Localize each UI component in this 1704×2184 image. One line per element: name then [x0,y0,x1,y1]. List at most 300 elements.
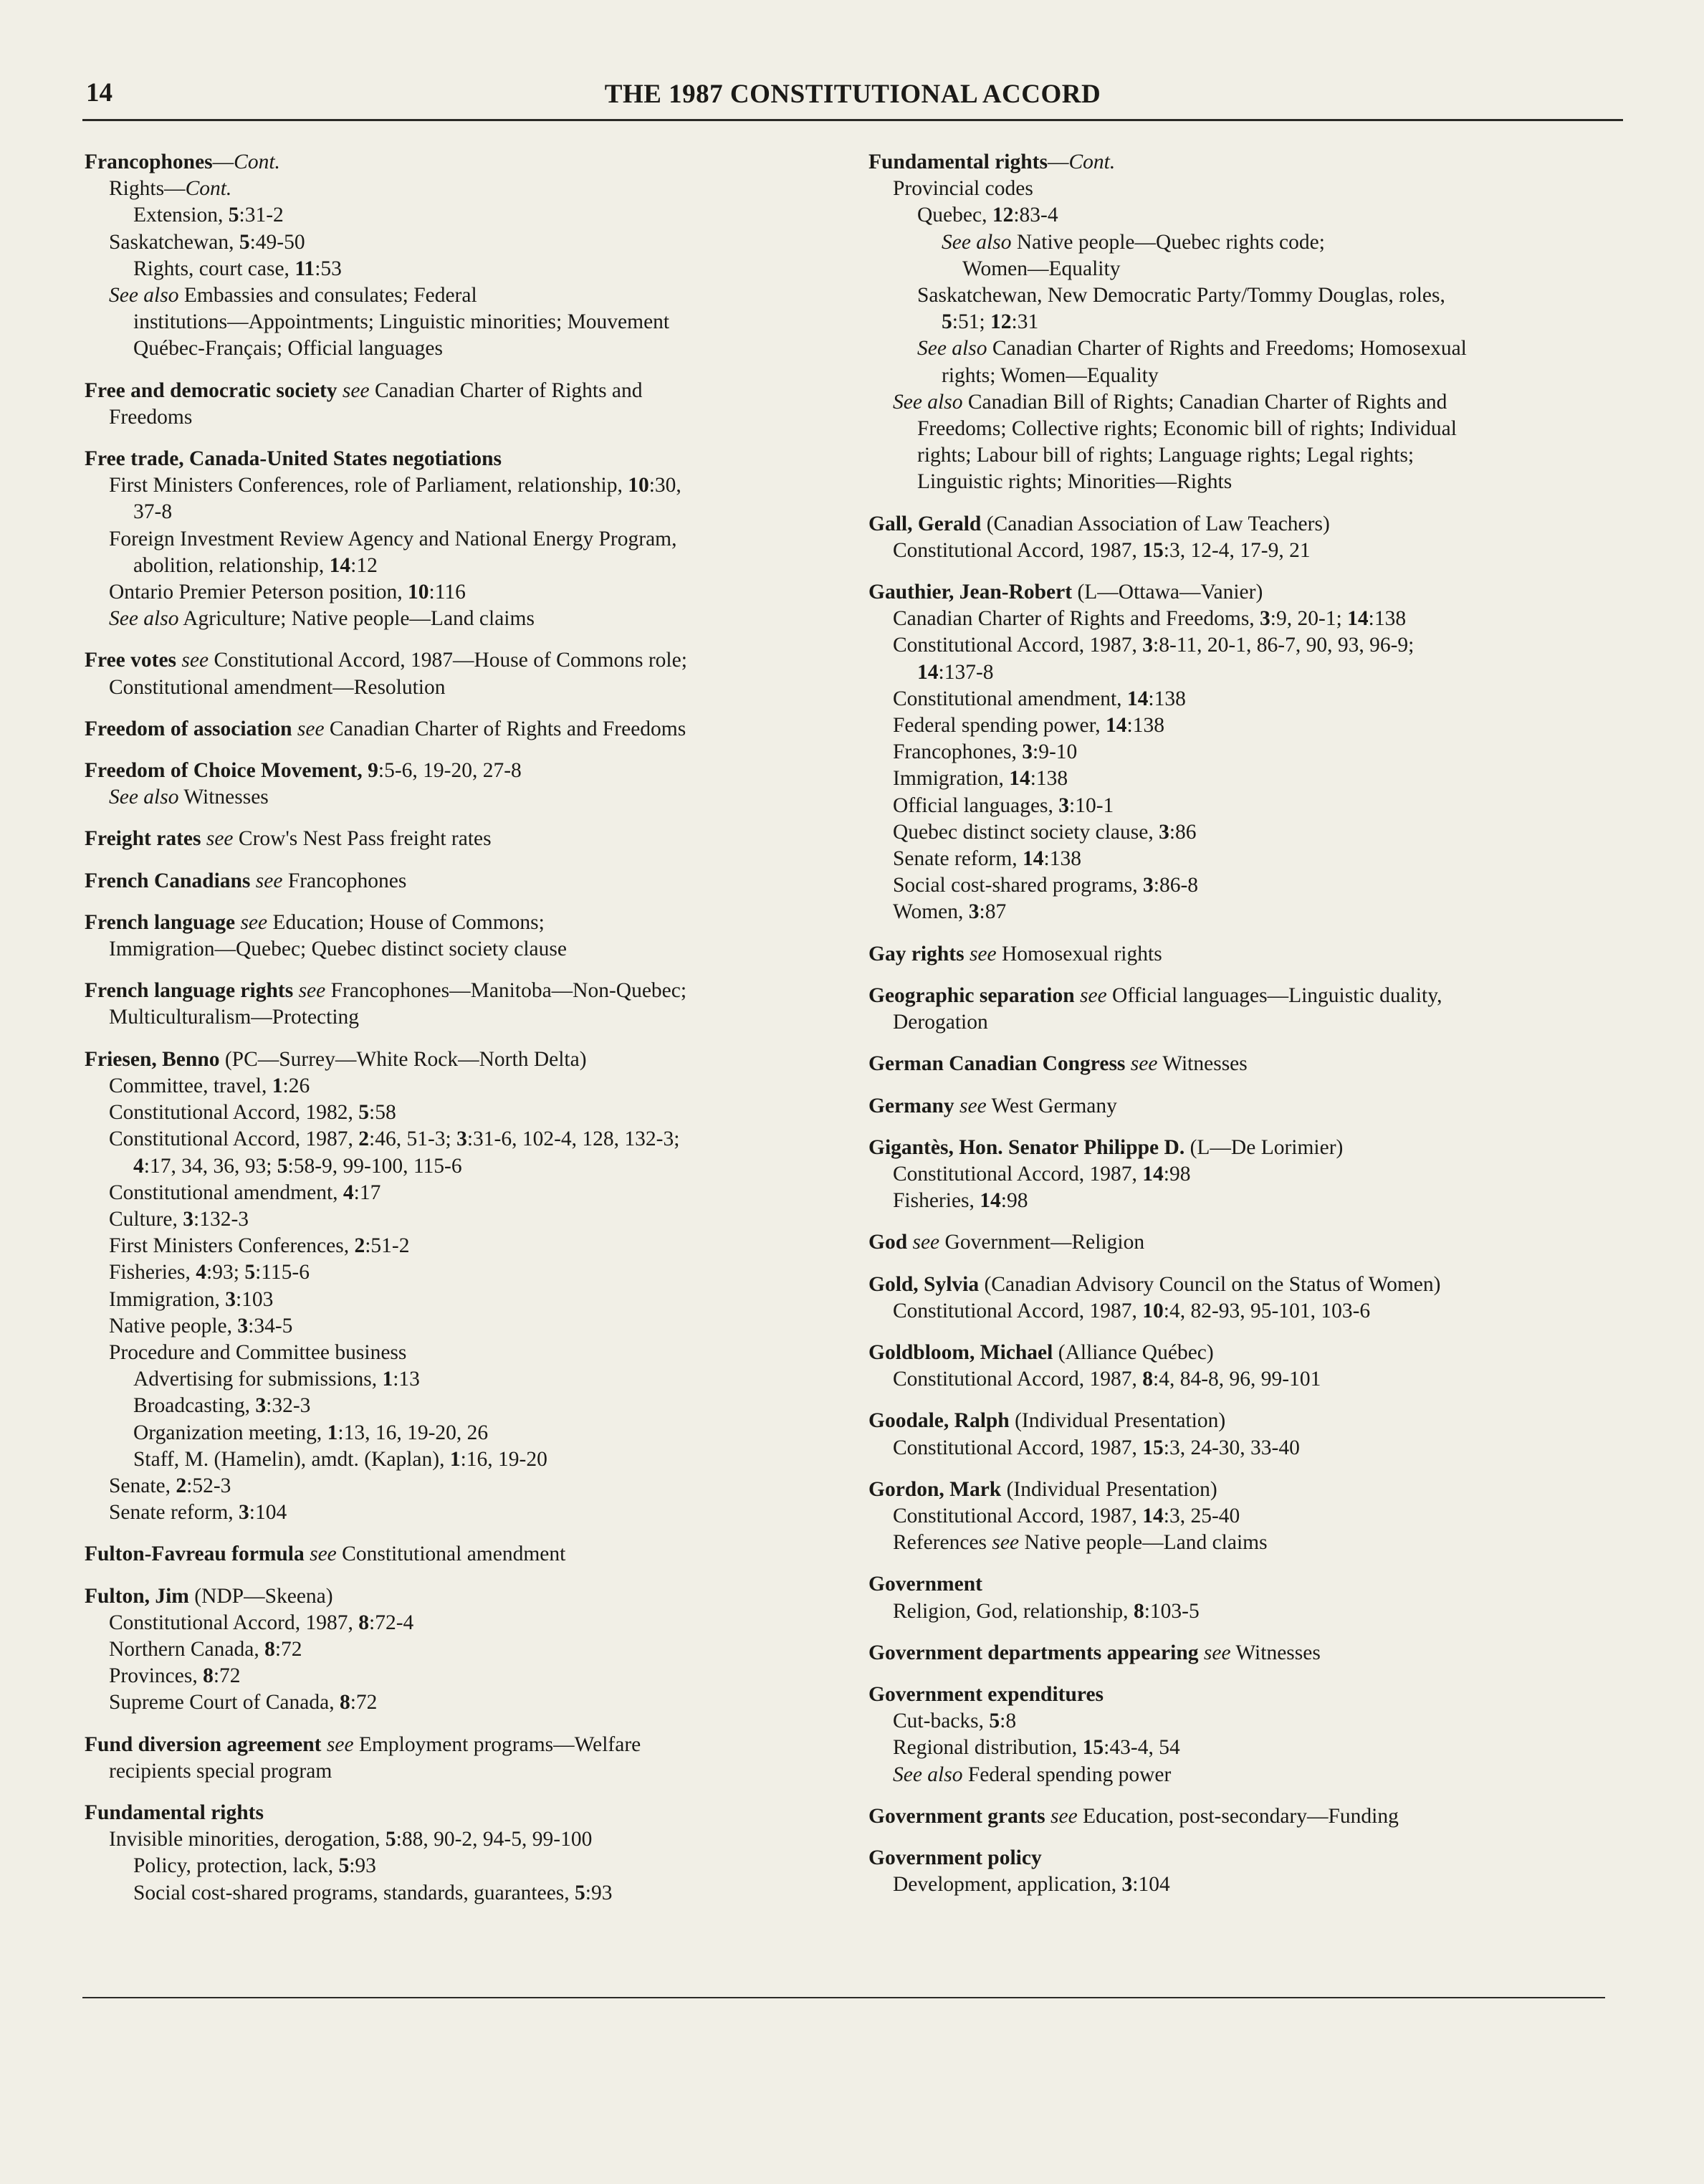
text: recipients special program [109,1759,332,1783]
subentry-line [85,1153,844,1180]
bold-text: 11 [295,257,315,280]
italic-text: Cont. [234,151,280,173]
subentry-line [85,202,844,229]
text: Government—Religion [939,1231,1145,1254]
text: Extension, [133,204,229,227]
text: :72 [213,1664,241,1688]
text: :34-5 [248,1314,293,1337]
bold-text: 8 [1142,1368,1153,1391]
text: First Ministers Conferences, [109,1234,355,1258]
text: Canadian Charter of Rights and Freedoms; Homosexual [987,337,1467,361]
index-entry [868,1477,1628,1557]
entry-heading-line [85,1541,844,1568]
italic-text: See also [893,390,963,414]
italic-text: See also [917,337,987,361]
subentry-line [868,793,1628,819]
text: 37-8 [133,500,173,524]
index-entry [868,1408,1628,1461]
text [293,979,298,1002]
header-rule [82,119,1623,121]
text [322,1733,327,1756]
text: Embassies and consulates; Federal [178,284,477,307]
text: Employment programs—Welfare [353,1732,641,1756]
subentry-line [85,674,844,701]
subentry-line [868,309,1628,335]
subentry-line [868,176,1628,202]
text: Constitutional Accord, 1987, [109,1127,359,1151]
bold-text: Fulton-Favreau formula [85,1542,305,1566]
text: (Canadian Association of Law Teachers) [981,512,1330,535]
subentry-line [868,389,1628,416]
bold-text: 14 [329,553,351,577]
subentry-line [868,1009,1628,1036]
subentry-line [868,1871,1628,1898]
subentry-line [85,1004,844,1031]
subentry-line [868,1762,1628,1788]
text: Religion, God, relationship, [893,1599,1134,1623]
text: :17 [353,1181,381,1204]
bold-text: Government departments appearing [868,1641,1199,1664]
text: :58 [369,1101,396,1125]
bold-text: 10 [408,581,429,604]
bold-text: 8 [264,1637,275,1661]
text: :98 [1000,1189,1028,1213]
bold-text: Gigantès, Hon. Senator Philippe D. [868,1135,1185,1159]
entry-heading-line [85,1046,844,1073]
subentry-line [868,256,1628,282]
bold-text: 15 [1142,538,1164,562]
text: Advertising for submissions, [133,1368,383,1391]
subentry-line [85,1100,844,1126]
bold-text: Freight rates [85,827,201,851]
text: :51-2 [365,1234,410,1258]
subentry-line [85,472,844,499]
bold-text: 3 [239,1501,249,1525]
italic-text: see [1050,1804,1078,1828]
bold-text: 10 [628,474,649,497]
text: Official languages—Linguistic duality, [1106,983,1442,1007]
text: Ontario Premier Peterson position, [109,581,408,604]
italic-text: See also [109,607,179,631]
entry-heading-line [85,1583,844,1610]
index-entry [868,1640,1628,1666]
index-entry [868,1845,1628,1898]
subentry-line [85,936,844,963]
text: Rights— [109,177,186,201]
entry-heading-line [85,647,844,674]
text: Committee, travel, [109,1074,272,1097]
text: Freedoms [109,405,193,429]
subentry-line [85,1446,844,1473]
italic-text: see [1203,1641,1231,1664]
text: :137-8 [938,660,994,684]
text: :43-4, 54 [1104,1736,1180,1760]
index-entry [868,1571,1628,1624]
bold-text: 14 [980,1189,1001,1213]
subentry-line [85,1287,844,1313]
index-entry [868,1803,1628,1830]
subentry-line [85,553,844,579]
text: Homosexual rights [996,942,1162,965]
entry-heading-line [868,1477,1628,1503]
index-entry [85,868,844,895]
text: Federal spending power, [893,714,1106,738]
subentry-line [868,1708,1628,1735]
italic-text: Cont. [185,177,232,201]
bold-text: 5 [228,204,239,227]
subentry-line [85,1180,844,1206]
text: :17, 34, 36, 93; [143,1154,277,1178]
entry-heading-line [868,579,1628,606]
text: rights; Labour bill of rights; Language rights; Legal rights; [917,444,1415,467]
text [305,1542,310,1565]
subentry-line [85,1340,844,1366]
bold-text: 4 [196,1261,207,1284]
subentry-line [868,819,1628,846]
italic-text: see [255,869,283,892]
entry-heading-line [868,1135,1628,1161]
bold-text: Geographic separation [868,983,1075,1007]
subentry-line [85,1610,844,1636]
text: :51; [952,310,991,334]
text: Education; House of Commons; [267,910,545,934]
subentry-line [85,1366,844,1393]
subentry-line [85,784,844,811]
text [1199,1641,1204,1664]
subentry-line [85,1880,844,1907]
text: :46, 51-3; [369,1127,457,1151]
text: Social cost-shared programs, standards, guarantees, [133,1881,575,1904]
text: Agriculture; Native people—Land claims [178,607,535,631]
text: Saskatchewan, New Democratic Party/Tommy Douglas, roles, [917,284,1445,307]
bold-text: 4 [133,1154,144,1178]
bold-text: Francophones [85,151,213,173]
bold-text: Gauthier, Jean-Robert [868,581,1073,604]
subentry-line [868,1366,1628,1393]
bold-text: Gall, Gerald [868,512,982,535]
subentry-line [85,1233,844,1259]
text: Immigration, [893,767,1010,791]
bold-text: 15 [1082,1736,1104,1760]
text: :104 [1132,1873,1170,1897]
subentry-line [868,538,1628,564]
text: :72 [350,1691,378,1715]
bold-text: Fulton, Jim [85,1584,189,1608]
subentry-line [868,416,1628,442]
italic-text: see [992,1531,1020,1555]
entry-heading-line [868,1051,1628,1077]
italic-text: see [1080,983,1107,1007]
text: institutions—Appointments; Linguistic minorities; Mouvement [133,310,670,334]
text: Regional distribution, [893,1736,1083,1760]
index-entry [85,826,844,852]
bold-text: German Canadian Congress [868,1052,1126,1076]
text: Witnesses [178,786,269,809]
subentry-line [85,1473,844,1499]
bold-text: Gordon, Mark [868,1477,1002,1501]
bold-text: 3 [1159,820,1169,844]
subentry-line [868,442,1628,469]
text: :5-6, 19-20, 27-8 [378,759,522,783]
italic-text: see [959,1094,987,1117]
bold-text: French language [85,910,236,934]
text: Constitutional Accord, 1987, [893,1504,1143,1527]
subentry-line [868,1161,1628,1188]
text: :8-11, 20-1, 86-7, 90, 93, 96-9; [1153,634,1415,657]
bold-text: 4 [343,1181,354,1204]
text: :103 [235,1287,274,1311]
index-column-left [85,149,844,1922]
bold-text: Government expenditures [868,1682,1104,1706]
bold-text: 3 [1142,634,1153,657]
subentry-line [85,1126,844,1153]
bold-text: 14 [1347,607,1369,631]
text: abolition, relationship, [133,553,330,577]
index-entry [85,149,844,363]
text: :31 [1011,310,1039,334]
subentry-line [85,1499,844,1526]
subentry-line [868,846,1628,872]
text: Immigration—Quebec; Quebec distinct society clause [109,938,567,961]
text [1075,984,1080,1007]
text: (Individual Presentation) [1001,1477,1217,1501]
text: Northern Canada, [109,1637,265,1661]
subentry-line [868,1188,1628,1214]
subentry-line [868,686,1628,712]
subentry-line [868,739,1628,766]
index-entry [85,716,844,743]
subentry-line [85,1758,844,1785]
bold-text: Friesen, Benno [85,1047,220,1071]
text: :83-4 [1013,204,1058,227]
entry-heading-line [85,716,844,743]
text: Constitutional Accord, 1987, [893,1436,1143,1459]
index-entry [868,1093,1628,1120]
bold-text: 8 [1133,1599,1144,1623]
subentry-line [868,1503,1628,1530]
subentry-line [868,1530,1628,1556]
subentry-line [868,712,1628,739]
bold-text: Fundamental rights [85,1801,264,1824]
index-entry [868,1272,1628,1325]
bold-text: Government [868,1573,982,1596]
italic-text: see [342,378,370,402]
text [338,379,343,402]
text [1125,1052,1130,1075]
bold-text: Gold, Sylvia [868,1272,980,1296]
subentry-line [85,606,844,632]
text: Francophones, [893,740,1023,764]
bold-text: 1 [382,1368,393,1391]
subentry-line [868,469,1628,495]
index-entry [85,1046,844,1527]
text: :31-6, 102-4, 128, 132-3; [466,1127,680,1151]
text: Native people—Quebec rights code; [1011,230,1325,254]
text: Senate reform, [893,847,1023,871]
footer-rule [82,1997,1605,1998]
index-entry [85,1583,844,1717]
text: (L—De Lorimier) [1184,1135,1344,1159]
bold-text: Free trade, Canada-United States negotiations [85,447,502,471]
text: Québec-Français; Official languages [133,337,443,361]
index-entry [868,511,1628,564]
entry-heading-line [85,1732,844,1758]
entry-heading-line [868,1640,1628,1666]
text: (Canadian Advisory Council on the Status of Women) [979,1272,1441,1296]
subentry-line [85,335,844,362]
subentry-line [85,1073,844,1100]
subentry-line [85,1826,844,1853]
text: Senate, [109,1474,176,1497]
text: West Germany [986,1094,1117,1117]
text: :30, [648,474,681,497]
text: :12 [350,553,378,577]
subentry-line [85,499,844,525]
bold-text: 1 [327,1421,338,1444]
entry-heading-line [868,1340,1628,1366]
text: Federal spending power [962,1763,1172,1786]
text: Constitutional Accord, 1987, [893,1162,1143,1186]
italic-text: See also [942,230,1012,254]
entry-heading-line [868,983,1628,1009]
subentry-line [85,404,844,431]
text: Constitutional amendment, [893,687,1127,710]
bold-text: French language rights [85,979,294,1003]
bold-text: 5 [277,1154,288,1178]
bold-text: 3 [237,1314,249,1337]
italic-text: See also [109,786,179,809]
italic-text: see [326,1732,354,1756]
bold-text: 8 [203,1664,214,1688]
subentry-line [85,1393,844,1419]
bold-text: 8 [339,1691,350,1715]
bold-text: 14 [1023,847,1044,871]
text: Francophones—Manitoba—Non-Quebec; [325,979,687,1003]
text: Constitutional Accord, 1987—House of Commons role; [209,649,687,672]
text: :16, 19-20 [460,1447,547,1471]
text: Native people—Land claims [1019,1531,1268,1555]
entry-heading-line [85,826,844,852]
subentry-line [85,1206,844,1233]
bold-text: 3 [1260,607,1270,631]
text: :8 [1000,1709,1017,1733]
index-entry [85,978,844,1031]
text: :58-9, 99-100, 115-6 [287,1154,462,1178]
text: :93; [206,1261,245,1284]
text: :86 [1169,820,1197,844]
bold-text: 8 [358,1611,369,1634]
bold-text: God [868,1231,908,1254]
text: :3, 24-30, 33-40 [1163,1436,1300,1459]
text: Cut-backs, [893,1709,990,1733]
entry-heading-line [868,1408,1628,1434]
bold-text: Gay rights [868,942,965,965]
text: :3, 25-40 [1163,1504,1240,1527]
bold-text: 3 [1022,740,1033,764]
text: Policy, protection, lack, [133,1854,339,1878]
text: Canadian Charter of Rights and Freedoms, [893,607,1260,631]
subentry-line [85,1853,844,1879]
entry-heading-line [85,1800,844,1826]
subentry-line [85,1689,844,1716]
bold-text: 2 [176,1474,187,1497]
text: :52-3 [186,1474,231,1497]
text: Culture, [109,1207,183,1231]
subentry-line [85,1663,844,1689]
bold-text: 3 [1121,1873,1133,1897]
index-entry [85,1732,844,1785]
bold-text: 2 [354,1234,365,1258]
text: :116 [429,581,466,604]
subentry-line [85,1636,844,1663]
bold-text: 5 [358,1101,369,1125]
text: :53 [315,257,342,280]
text: :138 [1126,714,1164,738]
subentry-line [868,606,1628,632]
bold-text: Fund diversion agreement [85,1732,322,1756]
subentry-line [868,335,1628,362]
bold-text: 14 [1142,1504,1164,1527]
entry-heading-line [868,941,1628,968]
italic-text: see [181,649,209,672]
text: Organization meeting, [133,1421,327,1444]
text: Canadian Bill of Rights; Canadian Charter of Rights and [962,390,1447,414]
text: Quebec, [917,204,992,227]
italic-text: see [297,717,325,740]
entry-heading-line [85,378,844,404]
text: Constitutional amendment [336,1542,566,1566]
text: :138 [1030,767,1068,791]
text: Supreme Court of Canada, [109,1691,340,1715]
text: Canadian Charter of Rights and Freedoms [324,717,686,740]
text: Derogation [893,1011,988,1034]
entry-heading-line [868,1682,1628,1708]
index-entry [85,446,844,632]
text: :26 [282,1074,310,1097]
text: Official languages, [893,793,1059,817]
text: Broadcasting, [133,1394,256,1418]
bold-text: 5 [385,1828,396,1851]
text: :103-5 [1144,1599,1200,1623]
bold-text: 10 [1142,1299,1164,1322]
text: Multiculturalism—Protecting [109,1006,360,1029]
index-entry [868,941,1628,968]
bold-text: 14 [1142,1162,1164,1186]
text: :4, 82-93, 95-101, 103-6 [1163,1299,1371,1322]
entry-heading-line [868,149,1628,176]
bold-text: 1 [272,1074,283,1097]
index-entry [85,1541,844,1568]
subentry-line [85,176,844,202]
italic-text: see [969,942,997,965]
text: Constitutional Accord, 1987, [893,1368,1143,1391]
text: :132-3 [193,1207,249,1231]
bold-text: Government policy [868,1846,1042,1869]
subentry-line [85,309,844,335]
bold-text: 3 [1143,874,1154,897]
bold-text: 12 [990,310,1012,334]
text: Procedure and Committee business [109,1340,407,1364]
index-entry [85,758,844,811]
text: Women, [893,900,969,924]
text: Witnesses [1157,1052,1248,1076]
subentry-line [85,1313,844,1340]
text: Constitutional amendment—Resolution [109,675,446,699]
text: :138 [1148,687,1186,710]
italic-text: See also [893,1763,963,1786]
bold-text: Free votes [85,649,177,672]
subentry-line [868,899,1628,925]
